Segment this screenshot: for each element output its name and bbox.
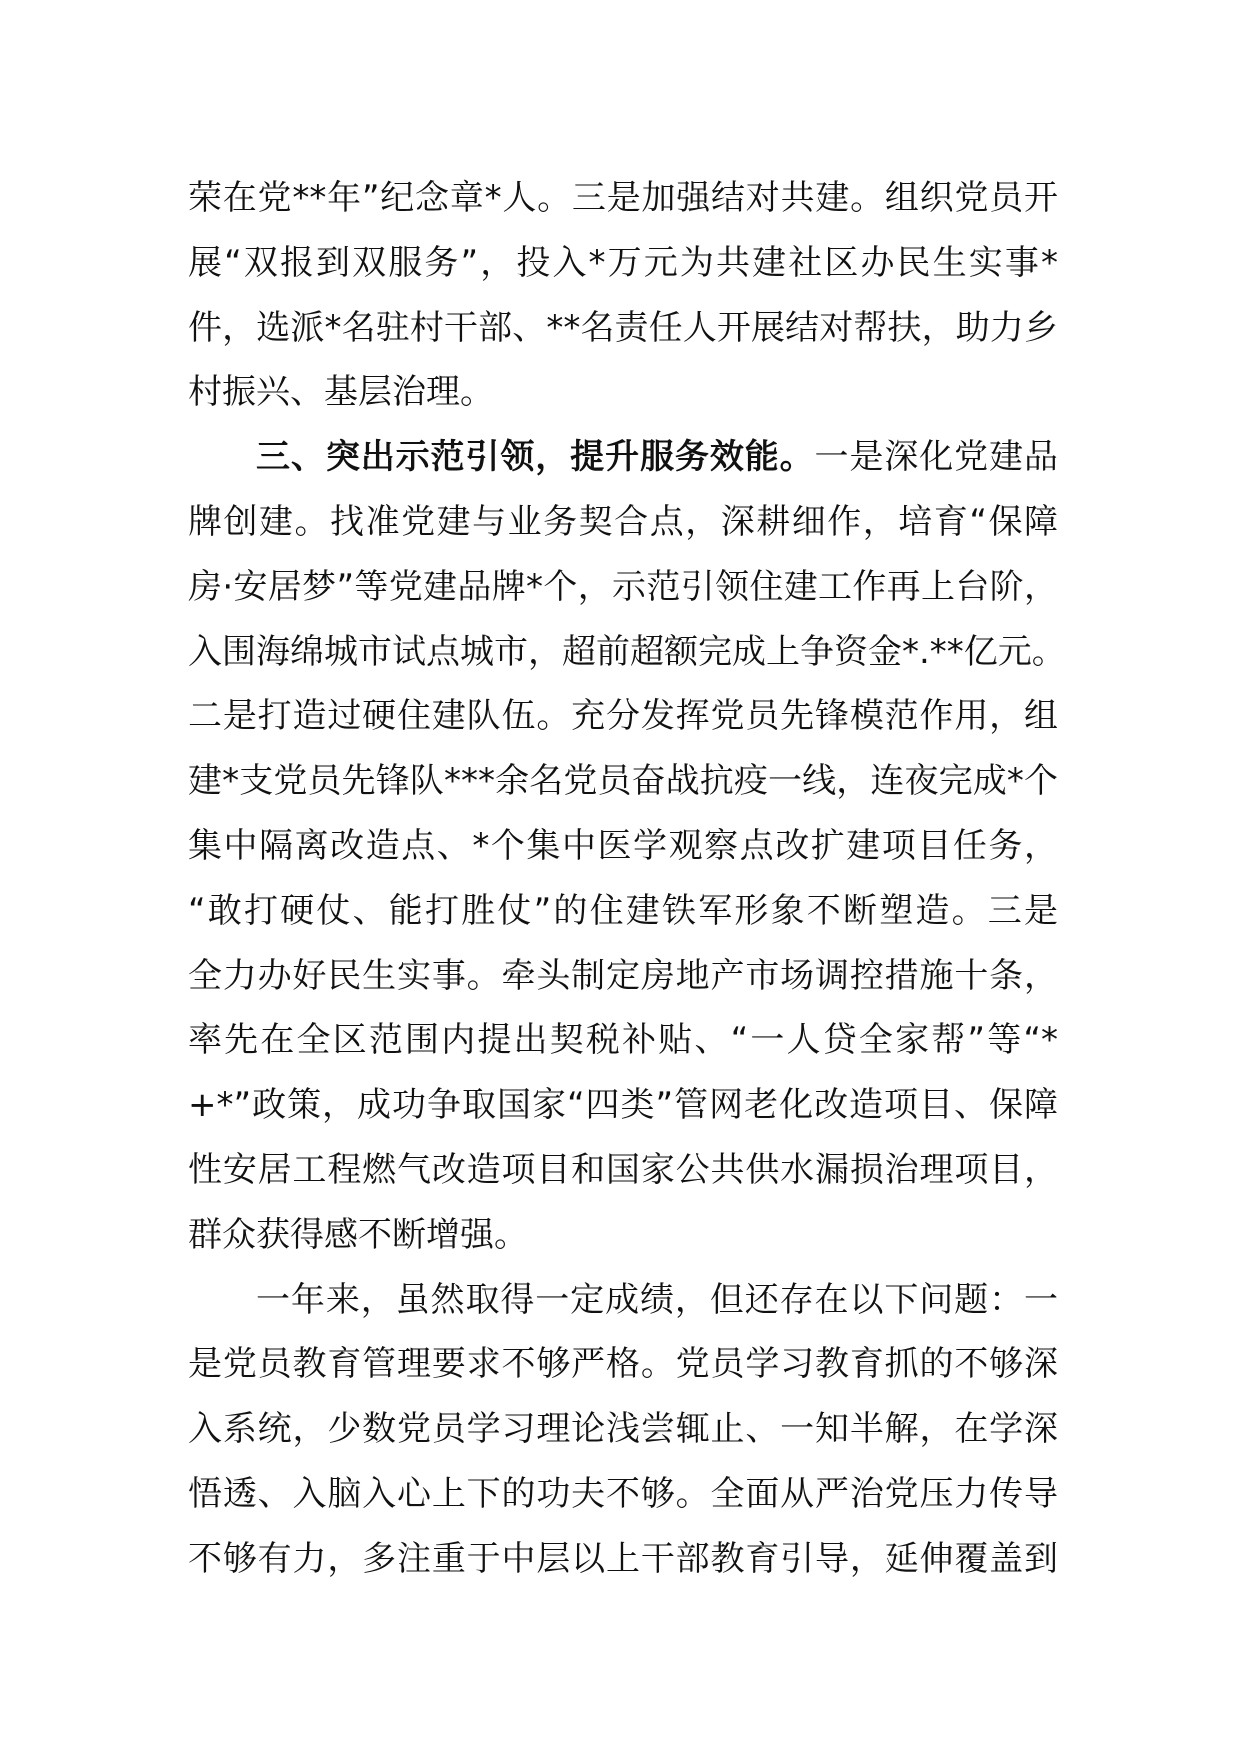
text-line <box>188 490 1058 555</box>
line-text: 是党员教育管理要求不够严格。党员学习教育抓的不够深 <box>188 1344 1058 1385</box>
text-line <box>188 879 1058 944</box>
text-line <box>188 620 1066 685</box>
line-text: 悟透、入脑入心上下的功夫不够。全面从严治党压力传导 <box>188 1473 1058 1514</box>
line-text: 性安居工程燃气改造项目和国家公共供水漏损治理项目， <box>188 1149 1058 1190</box>
text-line <box>188 749 1058 814</box>
line-text: 入系统，少数党员学习理论浅尝辄止、一知半解，在学深 <box>188 1409 1058 1450</box>
line-text: 件，选派*名驻村干部、**名责任人开展结对帮扶，助力乡 <box>188 307 1058 348</box>
line-text: 牌创建。找准党建与业务契合点，深耕细作，培育“保障 <box>188 501 1058 542</box>
line-text: 二是打造过硬住建队伍。充分发挥党员先锋模范作用，组 <box>188 696 1058 737</box>
text-line <box>188 1008 1058 1073</box>
line-text: 群众获得感不断增强。 <box>188 1214 528 1255</box>
body-text <box>188 166 1066 1592</box>
text-line <box>188 1268 1058 1333</box>
text-line <box>188 944 1058 1009</box>
line-text: 率先在全区范围内提出契税补贴、“一人贷全家帮”等“* <box>188 1020 1058 1061</box>
line-text: 一年来，虽然取得一定成绩，但还存在以下问题：一 <box>256 1279 1058 1320</box>
line-text: 全力办好民生实事。牵头制定房地产市场调控措施十条， <box>188 955 1058 996</box>
text-line <box>188 166 1058 231</box>
text-line <box>188 231 1058 296</box>
text-line <box>188 684 1058 749</box>
line-text: 集中隔离改造点、*个集中医学观察点改扩建项目任务， <box>188 825 1058 866</box>
text-line <box>188 555 1058 620</box>
text-line <box>188 1462 1058 1527</box>
line-text: 一是深化党建品 <box>814 437 1059 478</box>
text-line <box>188 1203 1058 1268</box>
text-line <box>188 1332 1058 1397</box>
line-text: 房·安居梦”等党建品牌*个，示范引领住建工作再上台阶， <box>188 566 1058 607</box>
line-text: 入围海绵城市试点城市，超前超额完成上争资金*.**亿元。 <box>188 631 1066 672</box>
text-line <box>188 1527 1058 1592</box>
text-line <box>188 1073 1058 1138</box>
line-text: 不够有力，多注重于中层以上干部教育引导，延伸覆盖到 <box>188 1538 1058 1579</box>
text-line <box>188 814 1058 879</box>
text-line <box>188 296 1058 361</box>
section-heading: 三、突出示范引领，提升服务效能。 <box>256 437 815 478</box>
text-line <box>188 1138 1058 1203</box>
line-text: 展“双报到双服务”，投入*万元为共建社区办民生实事* <box>188 242 1058 283</box>
line-text: 荣在党**年”纪念章*人。三是加强结对共建。组织党员开 <box>188 178 1058 218</box>
line-text: 村振兴、基层治理。 <box>188 372 494 413</box>
line-text: 建*支党员先锋队***余名党员奋战抗疫一线，连夜完成*个 <box>188 761 1058 802</box>
line-text: +*”政策，成功争取国家“四类”管网老化改造项目、保障 <box>188 1085 1058 1126</box>
text-line <box>188 360 1058 425</box>
text-line <box>188 425 1058 490</box>
text-line <box>188 1397 1058 1462</box>
line-text: “敢打硬仗、能打胜仗”的住建铁军形象不断塑造。三是 <box>188 890 1058 931</box>
